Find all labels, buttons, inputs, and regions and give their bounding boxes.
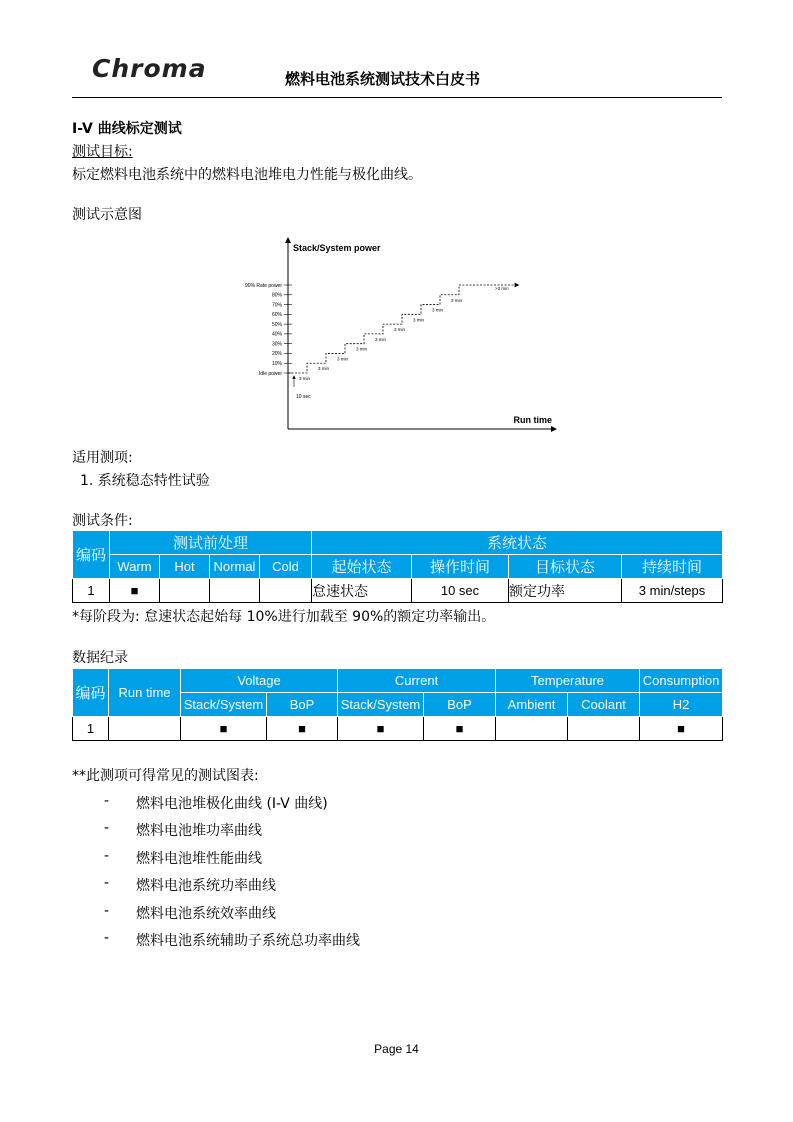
start-label: 10 sec xyxy=(296,394,311,400)
applicable-item: 1. 系统稳态特性试验 xyxy=(80,473,210,489)
col-duration: 持续时间 xyxy=(622,555,723,579)
step-duration-label: 3 min xyxy=(356,346,368,352)
x-axis-label: Run time xyxy=(513,415,552,425)
charts-label: **此测项可得常见的测试图表: xyxy=(72,768,259,784)
col-run-time: Run time xyxy=(109,669,181,717)
record-label: 数据纪录 xyxy=(72,650,128,666)
applicable-label: 适用测项: xyxy=(72,450,133,466)
objective-label: 测试目标: xyxy=(72,144,133,160)
col-warm: Warm xyxy=(110,555,160,579)
cell-current-stack: ■ xyxy=(338,717,424,741)
conditions-label: 测试条件: xyxy=(72,513,133,529)
col-voltage: Voltage xyxy=(181,669,338,693)
step-duration-label: 3 min xyxy=(299,376,311,381)
step-duration-label: 3 min xyxy=(413,317,425,323)
cell-coolant xyxy=(568,717,640,741)
cell-start-state: 怠速状态 xyxy=(312,579,412,603)
col-voltage-stack: Stack/System xyxy=(181,693,267,717)
objective-text: 标定燃料电池系统中的燃料电池堆电力性能与极化曲线。 xyxy=(72,167,422,183)
col-h2: H2 xyxy=(640,693,723,717)
col-current: Current xyxy=(338,669,496,693)
step-duration-label: 3 min xyxy=(394,327,406,333)
list-bullet: - xyxy=(104,848,110,864)
col-cold: Cold xyxy=(260,555,312,579)
list-bullet: - xyxy=(104,930,110,946)
col-hot: Hot xyxy=(160,555,210,579)
record-table xyxy=(72,668,723,741)
list-bullet: - xyxy=(104,793,110,809)
step-duration-label: 3 min xyxy=(451,297,463,303)
list-item: 燃料电池系统辅助子系统总功率曲线 xyxy=(136,933,360,949)
cell-duration: 3 min/steps xyxy=(622,579,723,603)
col-pretreatment: 测试前处理 xyxy=(110,531,312,555)
cell-cold xyxy=(260,579,312,603)
y-tick-label: 90% Rate power xyxy=(245,282,282,289)
y-tick-label: 60% xyxy=(271,312,282,319)
y-tick-label: 80% xyxy=(271,292,282,299)
cell-normal xyxy=(210,579,260,603)
col-target-state: 目标状态 xyxy=(509,555,622,579)
cell-voltage-stack: ■ xyxy=(181,717,267,741)
list-item: 燃料电池堆性能曲线 xyxy=(136,851,262,867)
y-tick-label: 40% xyxy=(271,331,282,338)
y-tick-label: 70% xyxy=(271,302,282,309)
list-item: 燃料电池堆极化曲线 (I-V 曲线) xyxy=(136,796,328,812)
list-item: 燃料电池堆功率曲线 xyxy=(136,823,262,839)
col-consumption: Consumption xyxy=(640,669,723,693)
list-bullet: - xyxy=(104,875,110,891)
step-duration-label: 3 min xyxy=(337,356,349,362)
list-bullet: - xyxy=(104,820,110,836)
col-system-state: 系统状态 xyxy=(312,531,723,555)
step-duration-label: 3 min xyxy=(375,336,387,342)
col-start-state: 起始状态 xyxy=(312,555,412,579)
cell-run-time xyxy=(109,717,181,741)
cell-id: 1 xyxy=(73,579,110,603)
table-row xyxy=(73,717,723,741)
section-title: I-V 曲线标定测试 xyxy=(72,121,182,137)
list-item: 燃料电池系统效率曲线 xyxy=(136,906,276,922)
logo: Chroma xyxy=(92,54,207,83)
document-title: 燃料电池系统测试技术白皮书 xyxy=(285,70,481,88)
cell-h2: ■ xyxy=(640,717,723,741)
cell-id: 1 xyxy=(73,717,109,741)
col-id: 编码 xyxy=(73,669,109,717)
conditions-table xyxy=(72,530,723,603)
diagram-label: 测试示意图 xyxy=(72,207,142,223)
col-current-bop: BoP xyxy=(424,693,496,717)
col-voltage-bop: BoP xyxy=(267,693,338,717)
cell-operation-time: 10 sec xyxy=(412,579,509,603)
col-id: 编码 xyxy=(73,531,110,579)
step-duration-label: 3 min xyxy=(432,307,444,313)
col-operation-time: 操作时间 xyxy=(412,555,509,579)
cell-current-bop: ■ xyxy=(424,717,496,741)
col-coolant: Coolant xyxy=(568,693,640,717)
step-duration-label: 3 min xyxy=(318,366,330,372)
conditions-note: *每阶段为: 怠速状态起始每 10%进行加载至 90%的额定功率输出。 xyxy=(72,609,496,625)
list-bullet: - xyxy=(104,903,110,919)
list-item: 燃料电池系统功率曲线 xyxy=(136,878,276,894)
col-temperature: Temperature xyxy=(496,669,640,693)
y-tick-label: 50% xyxy=(271,321,282,328)
y-tick-label: 10% xyxy=(271,361,282,368)
header-rule xyxy=(72,97,722,98)
page-number: Page 14 xyxy=(374,1042,419,1056)
step-load-chart xyxy=(228,232,563,432)
y-axis-label: Stack/System power xyxy=(293,243,381,253)
cell-ambient xyxy=(496,717,568,741)
table-row xyxy=(73,579,723,603)
y-tick-label: 30% xyxy=(271,341,282,348)
cell-warm: ■ xyxy=(110,579,160,603)
cell-target-state: 额定功率 xyxy=(509,579,622,603)
y-tick-label: 20% xyxy=(271,351,282,358)
step-duration-label: >3 min xyxy=(495,286,509,291)
cell-voltage-bop: ■ xyxy=(267,717,338,741)
cell-hot xyxy=(160,579,210,603)
col-current-stack: Stack/System xyxy=(338,693,424,717)
y-tick-label: Idle power xyxy=(258,370,282,377)
col-normal: Normal xyxy=(210,555,260,579)
col-ambient: Ambient xyxy=(496,693,568,717)
